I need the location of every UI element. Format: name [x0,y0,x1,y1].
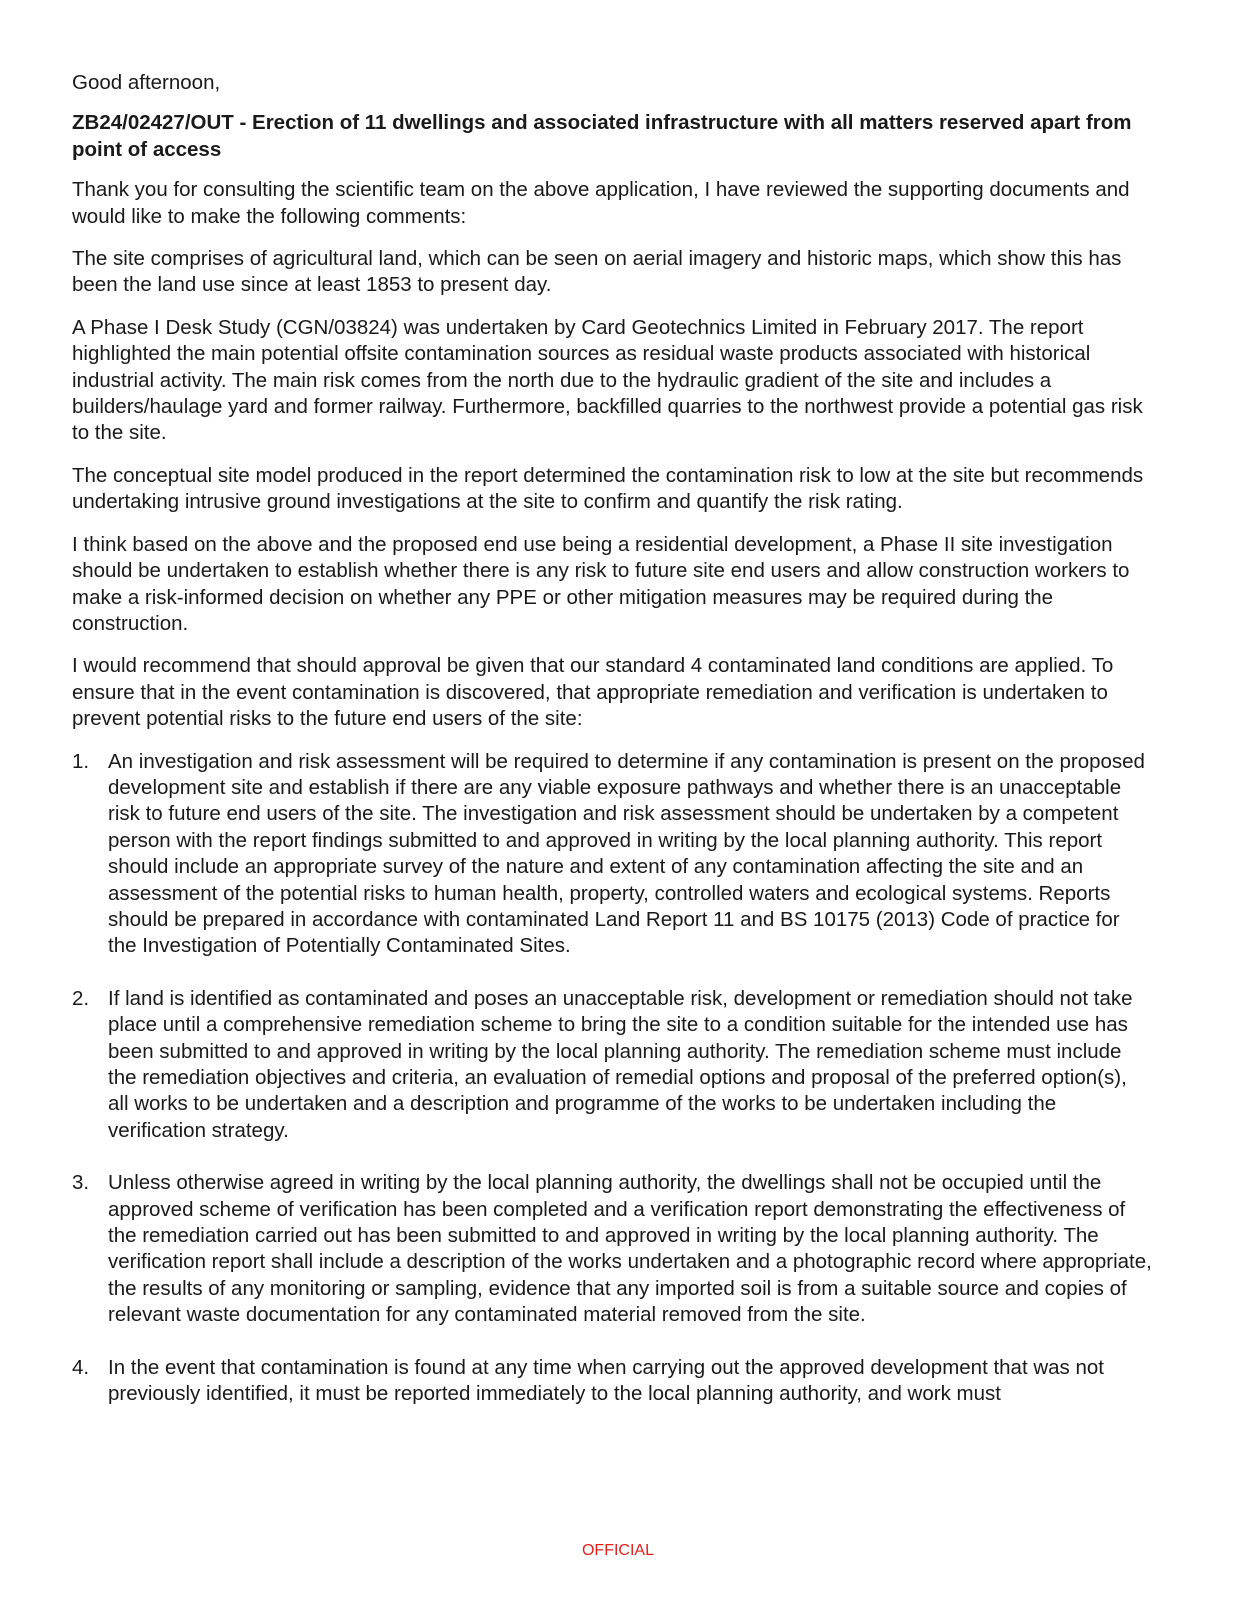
condition-text: If land is identified as contaminated and poses an unacceptable risk, development or remediation should not take place until a comprehensive remediation scheme to bring the site to a condition suitable for the intended use has been submitted to and approved in writing by the local planning authority. The remediation scheme must include the remediation objectives and criteria, an evaluation of remedial options and proposal of the preferred option(s), all works to be undertaken and a description and programme of the works to be undertaken including the verification strategy. [108,986,1133,1142]
letter-body [72,70,1152,1433]
list-item [72,1170,1152,1328]
paragraph-conditions-intro: I would recommend that should approval be given that our standard 4 contaminated land conditions are applied. To ensure that in the event contamination is discovered, that appropriate remediation and verification is undertaken to prevent potential risks to the future end users of the site: [72,654,1114,731]
condition-text: In the event that contamination is found at any time when carrying out the approved development that was not previously identified, it must be reported immediately to the local planning authority, and work must [108,1355,1105,1406]
list-item [72,1355,1152,1408]
condition-text: An investigation and risk assessment will be required to determine if any contamination is present on the proposed development site and establish if there are any viable exposure pathways and whether there is an unacceptable risk to future end users of the site. The investigation and risk assessment should be undertaken by a competent person with the report findings submitted to and approved in writing by the local planning authority. This report should include an appropriate survey of the nature and extent of any contamination affecting the site and an assessment of the potential risks to human health, property, controlled waters and ecological systems. Reports should be prepared in accordance with contaminated Land Report 11 and BS 10175 (2013) Code of practice for the Investigation of Potentially Contaminated Sites. [108,749,1145,958]
application-subject: ZB24/02427/OUT - Erection of 11 dwellings and associated infrastructure with all matters reserved apart from point of access [72,111,1132,161]
paragraph-phase-two-recommendation: I think based on the above and the proposed end use being a residential development, a Phase II site investigation should be undertaken to establish whether there is any risk to future site end users and allow construction workers to make a risk-informed decision on whether any PPE or other mitigation measures may be required during the construction. [72,532,1130,635]
conditions-list [72,749,1152,1408]
condition-number: 4. [72,1355,90,1379]
list-item [72,749,1152,960]
condition-number: 3. [72,1171,90,1195]
paragraph-conceptual-model: The conceptual site model produced in the report determined the contamination risk to low at the site but recommends undertaking intrusive ground investigations at the site to confirm and quantify the risk rating. [72,463,1144,514]
condition-number: 2. [72,986,90,1010]
condition-number: 1. [72,749,90,773]
greeting: Good afternoon, [72,71,221,94]
paragraph-site-description: The site comprises of agricultural land, which can be seen on aerial imagery and historic maps, which show this has been the land use since at least 1853 to present day. [72,247,1122,297]
paragraph-desk-study: A Phase I Desk Study (CGN/03824) was undertaken by Card Geotechnics Limited in February 2017. The report highlighted the main potential offsite contamination sources as residual waste products associated with historical industrial activity. The main risk comes from the north due to the hydraulic gradient of the site and includes a builders/haulage yard and former railway. Furthermore, backfilled quarries to the northwest provide a potential gas risk to the site. [72,315,1143,445]
paragraph-intro: Thank you for consulting the scientific team on the above application, I have reviewed the supporting documents and would like to make the following comments: [72,178,1130,228]
condition-text: Unless otherwise agreed in writing by the local planning authority, the dwellings shall not be occupied until the approved scheme of verification has been completed and a verification report demonstrating the effectiveness of the remediation carried out has been submitted to and approved in writing by the local planning authority. The verification report shall include a description of the works undertaken and a photographic record where appropriate, the results of any monitoring or sampling, evidence that any imported soil is from a suitable source and copies of relevant waste documentation for any contaminated material removed from the site. [108,1171,1152,1327]
classification-footer: OFFICIAL [581,1542,654,1559]
list-item [72,986,1152,1144]
